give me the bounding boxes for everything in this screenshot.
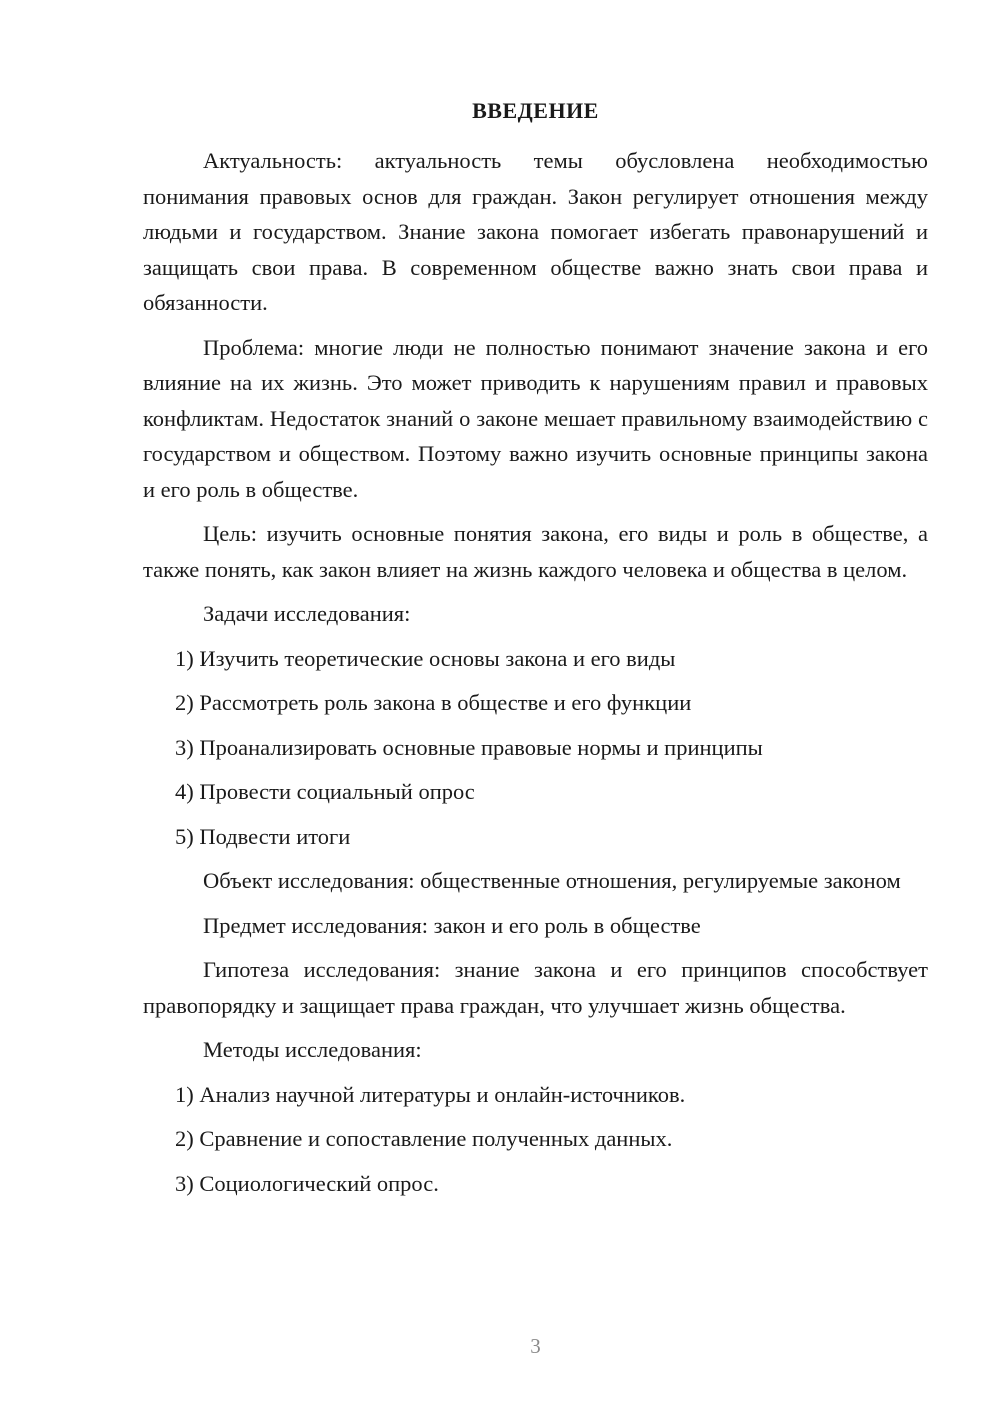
document-body bbox=[143, 143, 928, 1210]
methods-list bbox=[143, 1077, 928, 1202]
methods-heading: Методы исследования: bbox=[203, 1037, 422, 1062]
object-paragraph: Объект исследования: общественные отношения, регулируемые законом bbox=[203, 868, 901, 893]
tasks-heading: Задачи исследования: bbox=[203, 601, 411, 626]
page-number: 3 bbox=[530, 1334, 541, 1358]
list-item: 1) Изучить теоретические основы закона и его виды bbox=[175, 645, 676, 671]
list-item: 2) Рассмотреть роль закона в обществе и его функции bbox=[175, 690, 692, 715]
section-title: ВВЕДЕНИЕ bbox=[472, 98, 599, 123]
hypothesis-paragraph: Гипотеза исследования: знание закона и его принципов способствует правопорядку и защищает права граждан, что улучшает жизнь общества. bbox=[143, 957, 928, 1018]
document-page bbox=[143, 0, 928, 1414]
list-item: 2) Сравнение и сопоставление полученных данных. bbox=[175, 1126, 673, 1151]
list-item: 3) Социологический опрос. bbox=[175, 1170, 439, 1196]
list-item: 4) Провести социальный опрос bbox=[175, 779, 475, 804]
list-item: 3) Проанализировать основные правовые нормы и принципы bbox=[175, 734, 763, 760]
problem-paragraph: Проблема: многие люди не полностью понимают значение закона и его влияние на их жизнь. Это может приводить к нарушениям правил и правовых конфликтам. Недостаток знаний о законе мешает правильному взаимодействию с государством и обществом. Поэтому важно изучить основные принципы закона и его роль в обществе. bbox=[143, 334, 928, 502]
tasks-list bbox=[143, 641, 928, 855]
relevance-paragraph: Актуальность: актуальность темы обусловлена необходимостью понимания правовых основ для граждан. Закон регулирует отношения между людьми и государством. Знание закона помогает избегать правонарушений и защищать свои права. В современном обществе важно знать свои права и обязанности. bbox=[143, 148, 928, 315]
list-item: 1) Анализ научной литературы и онлайн-источников. bbox=[175, 1081, 686, 1107]
subject-paragraph: Предмет исследования: закон и его роль в обществе bbox=[203, 912, 701, 938]
list-item: 5) Подвести итоги bbox=[175, 823, 351, 849]
goal-paragraph: Цель: изучить основные понятия закона, его виды и роль в обществе, а также понять, как закон влияет на жизнь каждого человека и общества в целом. bbox=[143, 521, 928, 582]
